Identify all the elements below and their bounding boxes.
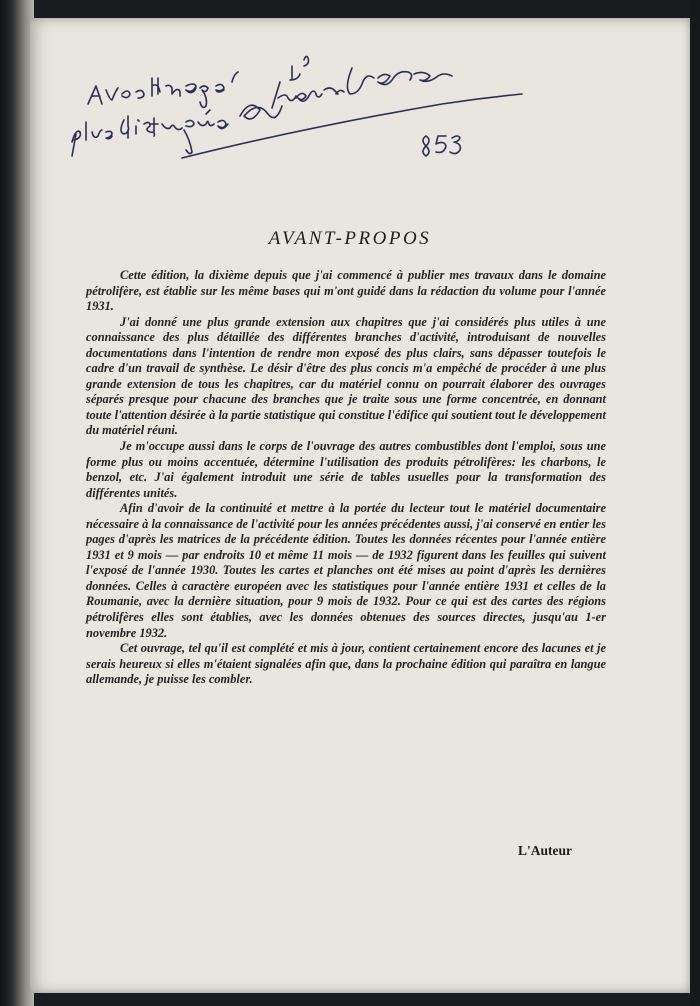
book-spine (0, 0, 34, 1006)
paragraph: Cet ouvrage, tel qu'il est complété et mis à jour, contient certainement encore des lacunes et je serais heureux si elles m'étaient signalées afin que, dans la prochaine édition qui paraîtra en langue allemande, je puisse les combler. (86, 641, 606, 687)
paragraph: Je m'occupe aussi dans le corps de l'ouvrage des autres combustibles dont l'emploi, sous une forme plus ou moins accentuée, détermine l'utilisation des produits pétrolifères: les charbons, le benzol, etc. J'ai également introduit une série de tables usuelles pour la transformation des différentes unités. (86, 439, 606, 500)
author-signature: L'Auteur (518, 843, 572, 858)
page-heading: AVANT-PROPOS (268, 228, 432, 249)
paragraph: Cette édition, la dixième depuis que j'ai commencé à publier mes travaux dans le domaine pétrolifère, est établie sur les même bases qui m'ont guidé dans la rédaction du volume pour l'année 1931. (86, 268, 606, 314)
preface-text (86, 268, 606, 688)
paragraph: J'ai donné une plus grande extension aux chapitres que j'ai considérés plus utiles à une connaissance des plus détaillée des différentes branches d'activité, introduisant de nouvelles documentations dans l'intention de rendre mon exposé des plus clairs, sans dépasser toutefois le cadre d'un travail de synthèse. Le désir d'être des plus concis m'a empêché de procéder à une plus grande extension de tous les chapitres, car du matériel connu on pourrait élaborer des ouvrages séparés presque pour chacune des branches que je traite sous une forme concentrée, en donnant toute l'attention désirée à la partie statistique qui constitue l'édifice qui soutient tout le développement du matériel réuni. (86, 314, 606, 438)
dedication-handwriting-image (66, 38, 546, 168)
handwritten-dedication (66, 38, 546, 168)
page-edge (690, 0, 700, 1006)
paragraph: Afin d'avoir de la continuité et mettre à la portée du lecteur tout le matériel documentaire nécessaire à la connaissance de l'activité pour les années précédentes aussi, j'ai conservé en entier les pages d'après les matrices de la précédente édition. Toutes les données récentes pour l'année entière 1931 et 9 mois — par endroits 10 et même 11 mois — de 1932 figurent dans les feuilles qui suivent l'exposé de l'année 1930. Toutes les cartes et planches ont été mises au point d'après les dernières données. Celles à caractère européen avec les statistiques pour l'année entière 1931 et celles de la Roumanie, avec la dernière situation, pour 9 mois de 1932. Pour ce qui est des cartes des régions pétrolifères elles sont établies, avec les données obtenues des sources directes, jusqu'au 1-er novembre 1932. (86, 501, 606, 640)
